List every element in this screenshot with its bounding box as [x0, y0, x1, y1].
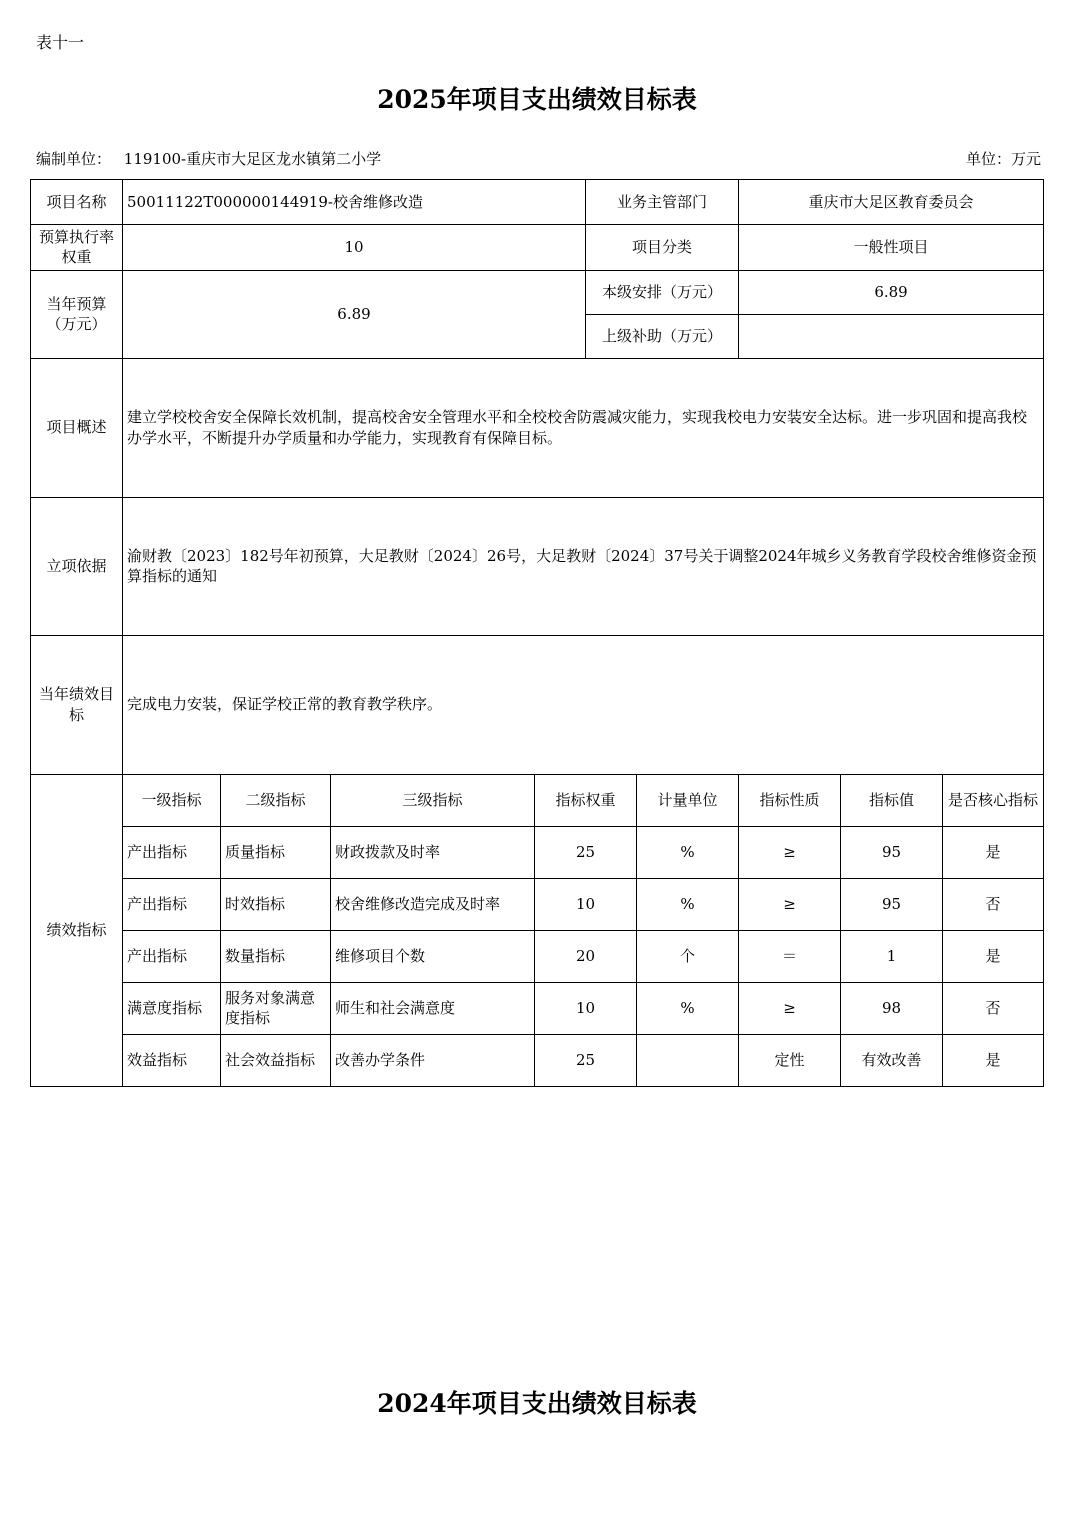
row-core: 否: [943, 878, 1044, 930]
row-weight: 10: [535, 982, 637, 1034]
compiling-unit-value: 119100-重庆市大足区龙水镇第二小学: [123, 150, 382, 168]
header-level2: 二级指标: [221, 774, 331, 826]
compiling-unit-label: 编制单位：: [36, 150, 112, 168]
row-weight: 10: [535, 878, 637, 930]
weight-label: 预算执行率权重: [31, 225, 123, 271]
row-level1: 产出指标: [123, 878, 221, 930]
row-core: 否: [943, 982, 1044, 1034]
row-value: 有效改善: [841, 1034, 943, 1086]
row-level3: 校舍维修改造完成及时率: [331, 878, 535, 930]
subsidy-value: [739, 314, 1044, 358]
page-title: 2025年项目支出绩效目标表: [377, 85, 697, 114]
dept-value: 重庆市大足区教育委员会: [739, 180, 1044, 225]
table-row: [31, 930, 1044, 982]
indicators-section-label: 绩效指标: [31, 774, 123, 1086]
row-level2: 数量指标: [221, 930, 331, 982]
basis-label: 立项依据: [31, 497, 123, 635]
performance-target-table: [30, 179, 1044, 1087]
row-level3: 维修项目个数: [331, 930, 535, 982]
row-weight: 20: [535, 930, 637, 982]
row-weight: 25: [535, 826, 637, 878]
row-value: 98: [841, 982, 943, 1034]
budget-label: 当年预算（万元）: [31, 270, 123, 358]
table-number-label: 表十一: [36, 33, 85, 52]
budget-value: 6.89: [123, 270, 586, 358]
header-nature: 指标性质: [739, 774, 841, 826]
row-level1: 产出指标: [123, 826, 221, 878]
row-unit: %: [637, 982, 739, 1034]
header-level3: 三级指标: [331, 774, 535, 826]
row-level2: 社会效益指标: [221, 1034, 331, 1086]
row-unit: %: [637, 826, 739, 878]
row-nature: ＝: [739, 930, 841, 982]
table-row: [31, 878, 1044, 930]
table-row: [31, 1034, 1044, 1086]
row-value: 95: [841, 826, 943, 878]
row-value: 1: [841, 930, 943, 982]
row-level2: 服务对象满意度指标: [221, 982, 331, 1034]
overview-label: 项目概述: [31, 358, 123, 497]
next-table-title: 2024年项目支出绩效目标表: [377, 1389, 697, 1418]
table-row: [31, 982, 1044, 1034]
dept-label: 业务主管部门: [586, 180, 739, 225]
local-arrangement-value: 6.89: [739, 270, 1044, 314]
row-level1: 满意度指标: [123, 982, 221, 1034]
category-label: 项目分类: [586, 225, 739, 271]
row-weight: 25: [535, 1034, 637, 1086]
row-level1: 效益指标: [123, 1034, 221, 1086]
goal-value: 完成电力安装，保证学校正常的教育教学秩序。: [123, 635, 1044, 774]
row-core: 是: [943, 930, 1044, 982]
project-name-label: 项目名称: [31, 180, 123, 225]
header-level1: 一级指标: [123, 774, 221, 826]
row-nature: 定性: [739, 1034, 841, 1086]
row-nature: ≥: [739, 982, 841, 1034]
row-unit: [637, 1034, 739, 1086]
row-level3: 师生和社会满意度: [331, 982, 535, 1034]
overview-value: 建立学校校舍安全保障长效机制，提高校舍安全管理水平和全校校舍防震减灾能力，实现我校电力安装安全达标。进一步巩固和提高我校办学水平，不断提升办学质量和办学能力，实现教育有保障目标。: [123, 358, 1044, 497]
row-level3: 改善办学条件: [331, 1034, 535, 1086]
header-value: 指标值: [841, 774, 943, 826]
row-nature: ≥: [739, 878, 841, 930]
category-value: 一般性项目: [739, 225, 1044, 271]
project-name-value: 50011122T000000144919-校舍维修改造: [123, 180, 586, 225]
table-row: [31, 826, 1044, 878]
row-nature: ≥: [739, 826, 841, 878]
subsidy-label: 上级补助（万元）: [586, 314, 739, 358]
row-unit: %: [637, 878, 739, 930]
basis-value: 渝财教〔2023〕182号年初预算，大足教财〔2024〕26号，大足教财〔2024〕37号关于调整2024年城乡义务教育学段校舍维修资金预算指标的通知: [123, 497, 1044, 635]
header-unit: 计量单位: [637, 774, 739, 826]
row-level3: 财政拨款及时率: [331, 826, 535, 878]
row-core: 是: [943, 826, 1044, 878]
row-value: 95: [841, 878, 943, 930]
row-unit: 个: [637, 930, 739, 982]
weight-value: 10: [123, 225, 586, 271]
compiling-unit: [36, 148, 381, 169]
row-level2: 时效指标: [221, 878, 331, 930]
local-arrangement-label: 本级安排（万元）: [586, 270, 739, 314]
currency-unit: 单位：万元: [965, 150, 1041, 168]
row-level2: 质量指标: [221, 826, 331, 878]
header-weight: 指标权重: [535, 774, 637, 826]
header-core: 是否核心指标: [943, 774, 1044, 826]
row-level1: 产出指标: [123, 930, 221, 982]
row-core: 是: [943, 1034, 1044, 1086]
goal-label: 当年绩效目标: [31, 635, 123, 774]
